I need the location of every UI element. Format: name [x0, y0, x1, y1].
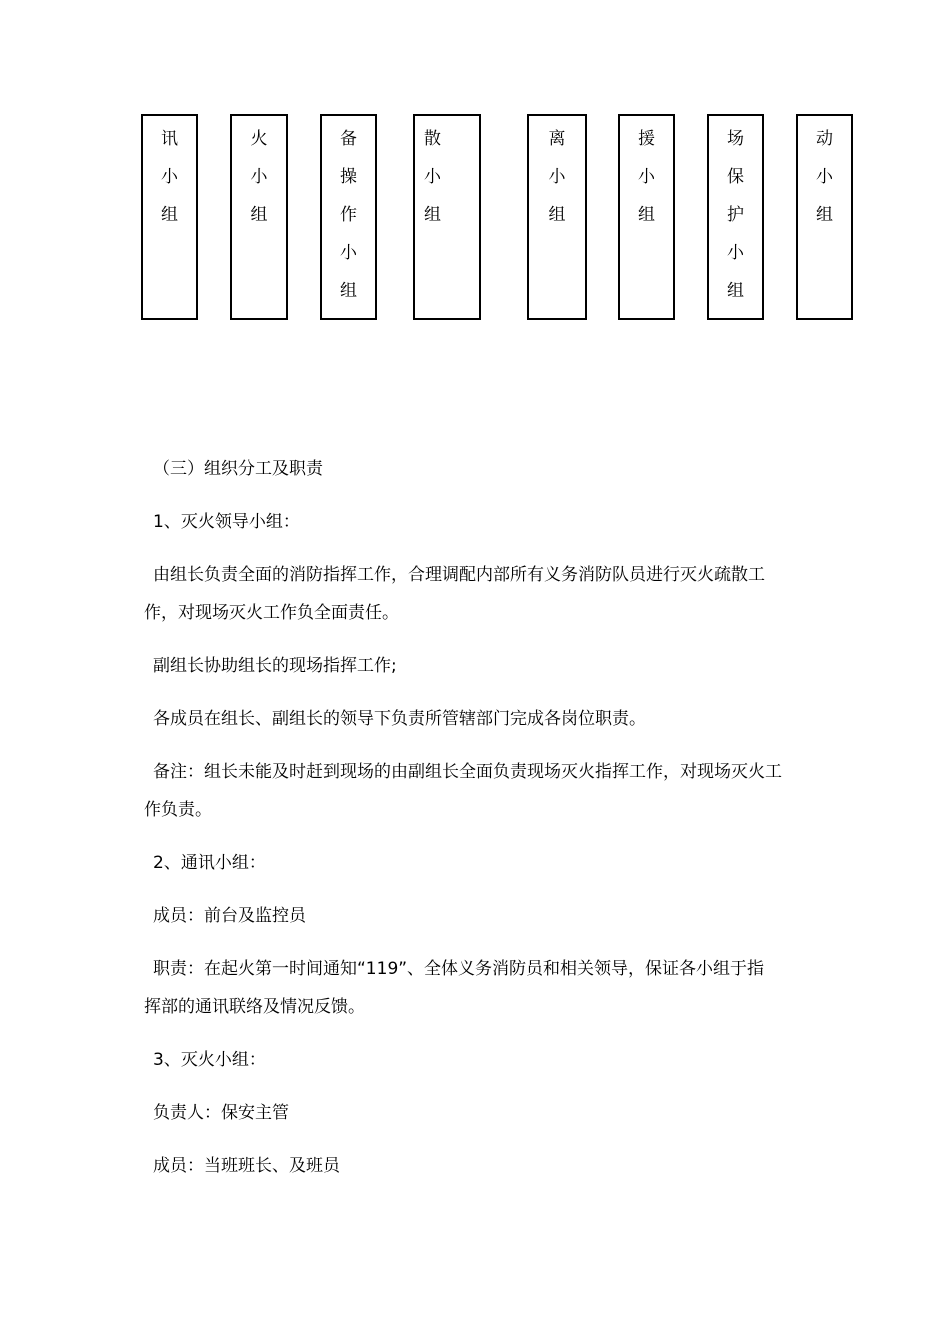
- org-box-char: 备: [340, 129, 357, 149]
- section-heading: （三）组织分工及职责: [153, 459, 323, 479]
- group1-title: 1、灭火领导小组：: [153, 512, 300, 532]
- group1-members-paragraph: 各成员在组长、副组长的领导下负责所管辖部门完成各岗位职责。: [153, 709, 646, 729]
- org-box-char: 离: [548, 129, 566, 149]
- group3-title: 3、灭火小组：: [153, 1050, 266, 1070]
- org-box-char: 火: [250, 129, 268, 149]
- org-box-rescue: [618, 114, 675, 320]
- group2-title: 2、通讯小组：: [153, 853, 266, 873]
- org-box-char: 组: [250, 205, 268, 225]
- org-box-char: 组: [816, 205, 833, 225]
- org-box-char: 组: [161, 205, 178, 225]
- org-box-char: 小: [548, 167, 566, 187]
- org-box-char: 组: [638, 205, 655, 225]
- org-box-char: 小: [727, 243, 744, 263]
- group1-paragraph-line: 由组长负责全面的消防指挥工作，合理调配内部所有义务消防队员进行灭火疏散工: [153, 565, 765, 585]
- org-box-char: 组: [548, 205, 566, 225]
- org-box-char: 动: [816, 129, 833, 149]
- group2-duty-line: 挥部的通讯联络及情况反馈。: [144, 997, 365, 1017]
- org-box-equipment-operation: [320, 114, 377, 320]
- org-box-communication: [141, 114, 198, 320]
- org-box-scene-protection: [707, 114, 764, 320]
- org-box-char: 散: [424, 129, 441, 149]
- group1-deputy-paragraph: 副组长协助组长的现场指挥工作;: [153, 656, 397, 676]
- group1-note-line: 备注：组长未能及时赶到现场的由副组长全面负责现场灭火指挥工作，对现场灭火工: [153, 762, 782, 782]
- org-box-char: 小: [161, 167, 178, 187]
- org-box-char: 小: [250, 167, 268, 187]
- group2-members: 成员：前台及监控员: [153, 906, 306, 926]
- document-body: [144, 450, 824, 1185]
- group3-leader: 负责人：保安主管: [153, 1103, 289, 1123]
- org-box-char: 操: [340, 167, 357, 187]
- org-box-char: 场: [727, 129, 744, 149]
- org-box-mobile: [796, 114, 853, 320]
- org-box-char: 小: [638, 167, 655, 187]
- org-box-char: 保: [727, 167, 744, 187]
- org-box-char: 小: [816, 167, 833, 187]
- org-box-char: 讯: [161, 129, 178, 149]
- group1-note-line: 作负责。: [144, 800, 212, 820]
- org-box-separation: [527, 114, 587, 320]
- group3-members: 成员：当班班长、及班员: [153, 1156, 340, 1176]
- org-box-char: 护: [727, 205, 744, 225]
- group2-duty-line: 职责：在起火第一时间通知“119”、全体义务消防员和相关领导，保证各小组于指: [153, 959, 765, 979]
- org-box-char: 组: [727, 281, 744, 301]
- org-box-char: 组: [424, 205, 441, 225]
- org-box-char: 小: [424, 167, 441, 187]
- org-box-char: 小: [340, 243, 357, 263]
- group1-paragraph-line: 作，对现场灭火工作负全面责任。: [144, 603, 399, 623]
- org-box-evacuation: [413, 114, 481, 320]
- org-box-char: 作: [340, 205, 357, 225]
- org-chart-boxes: [0, 0, 950, 340]
- org-box-char: 援: [638, 129, 655, 149]
- org-box-firefighting: [230, 114, 288, 320]
- org-box-char: 组: [340, 281, 357, 301]
